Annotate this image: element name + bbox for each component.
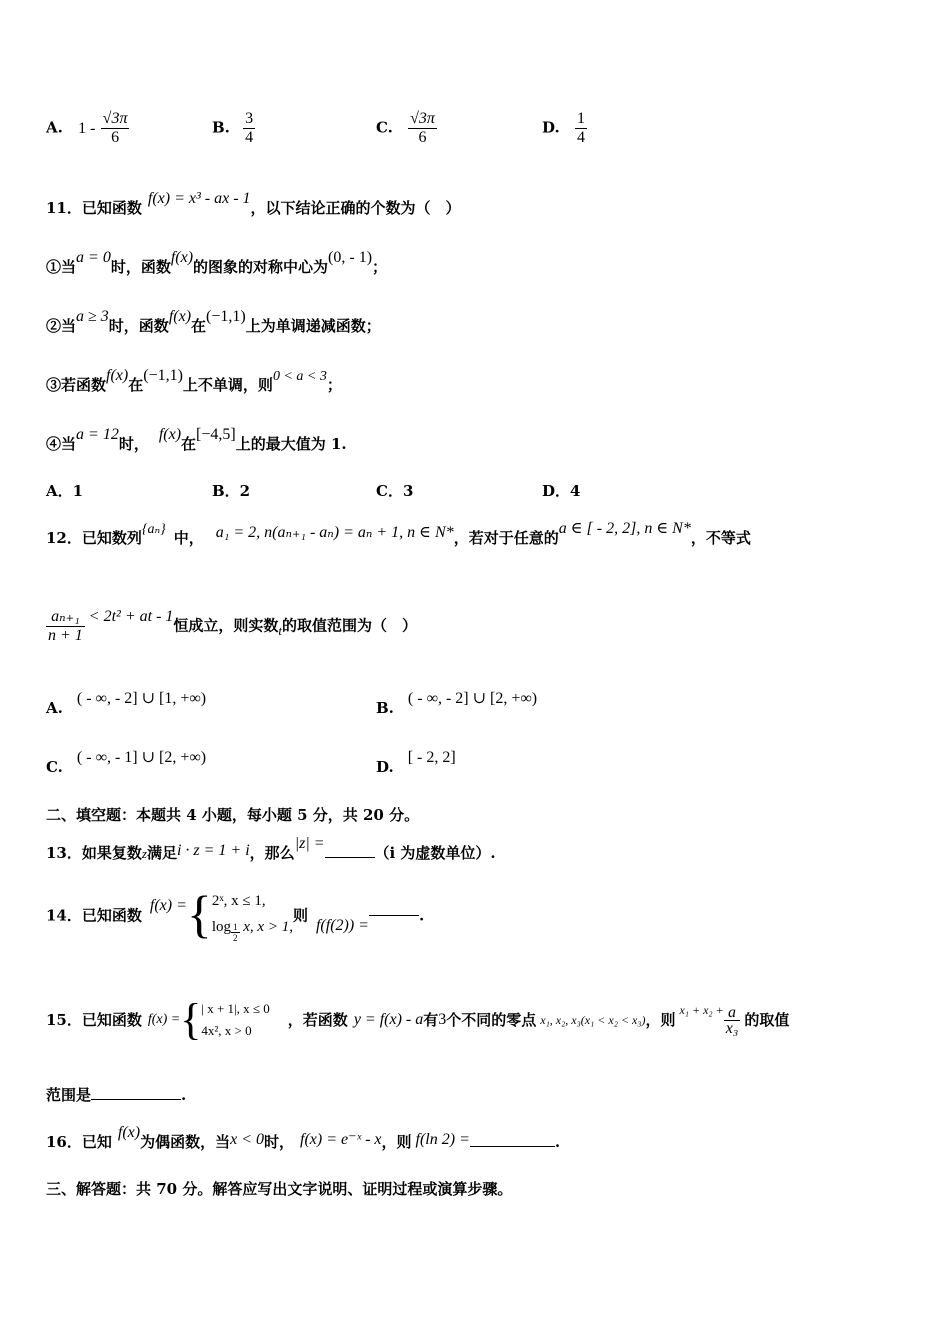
q15-case1: | x + 1|, x ≤ 0 <box>201 1001 270 1016</box>
q10-a-den: 6 <box>111 129 120 146</box>
q13-m3: |z| = <box>294 835 325 852</box>
q11-s3-m3: 0 < a < 3 <box>272 369 327 384</box>
q11-s2-m2: f(x) <box>168 308 192 325</box>
q12-t3: ，不等式 <box>690 529 751 547</box>
q13-t3: （i 为虚数单位）. <box>374 844 496 862</box>
q14-log-base <box>231 922 240 943</box>
q12-option-d <box>376 747 456 776</box>
q10-option-b <box>212 110 255 147</box>
q12-d-label: D. <box>376 758 394 776</box>
q16-pre: 16．已知 <box>46 1133 112 1151</box>
q12-frac-num: aₙ₊₁ <box>46 608 85 627</box>
q14-end: . <box>418 906 425 925</box>
q11-s3-t3: ； <box>326 376 342 394</box>
q12-t2: ，若对于任意的 <box>453 529 559 547</box>
q10-option-a-prefix: 1 - <box>78 119 96 137</box>
q10-a-num: √3π <box>102 110 128 127</box>
q15-t1: ，若函数 <box>287 1011 348 1029</box>
q10-options <box>46 110 129 147</box>
q16-t1: 为偶函数，当 <box>140 1133 231 1151</box>
q12-a-label: A. <box>46 699 63 717</box>
q12-b-label: B. <box>376 699 394 717</box>
q11-s2-m1: a ≥ 3 <box>76 308 109 325</box>
q10-option-d-fraction <box>575 110 587 147</box>
q11-option-a: A．1 <box>46 482 84 500</box>
q11-s4-t1: 时， <box>118 435 149 453</box>
q11-option-c: C．3 <box>376 482 414 500</box>
q15-fraction <box>724 1005 741 1036</box>
q11-option-d: D．4 <box>542 482 581 500</box>
q14-case1: 2ˣ, x ≤ 1, <box>211 893 266 909</box>
q11-s3-m2: (−1,1) <box>143 367 183 384</box>
q13-m2: i · z = 1 + i <box>176 842 250 859</box>
q11-statement-2 <box>46 308 381 337</box>
q12-fraction <box>46 608 85 645</box>
q11-stem <box>46 190 461 219</box>
q11-s1-t2: 的图象的对称中心为 <box>193 258 329 276</box>
q11-s2-t3: 上为单调递减函数； <box>245 317 381 335</box>
q14-pre: 14．已知函数 <box>46 906 142 925</box>
q15-m4: x₁ + x₂ + <box>679 1003 724 1017</box>
q10-option-c-label: C. <box>376 118 393 137</box>
q10-option-d-label: D. <box>542 118 560 137</box>
q12-c-label: C. <box>46 758 63 776</box>
q11-s1-m2: f(x) <box>170 249 194 266</box>
q14-case2 <box>212 914 293 943</box>
q11-s2-pre: ②当 <box>46 317 77 335</box>
q16 <box>46 1124 561 1153</box>
q11-s1-t3: ； <box>372 258 388 276</box>
q10-option-b-fraction <box>243 110 255 147</box>
q11-stem-math: f(x) = x³ - ax - 1 <box>147 190 251 207</box>
q11-s3-t2: 上不单调，则 <box>182 376 273 394</box>
q15-m2: 3 <box>438 1011 447 1028</box>
q16-end: . <box>554 1133 561 1151</box>
q14-then: 则 <box>292 906 308 925</box>
q12-var: t <box>278 622 283 638</box>
q11-s3-t1: 在 <box>128 376 144 394</box>
q12-d-val: [ - 2, 2] <box>407 749 456 766</box>
q11-stem-post: ，以下结论正确的个数为（ ） <box>250 199 461 217</box>
q10-d-num: 1 <box>576 110 585 127</box>
q12-stem-pre: 12．已知数列 <box>46 529 142 547</box>
q11-s1-m3: (0, - 1) <box>328 249 373 266</box>
q14 <box>46 888 424 943</box>
q12-range: a ∈ [ - 2, 2], n ∈ N* <box>558 520 691 537</box>
q12-ineq: < 2t² + at - 1 <box>88 607 174 625</box>
q15-frac-den: x₃ <box>725 1019 739 1037</box>
q13-m1: z <box>141 846 147 861</box>
q16-m3: f(x) = e⁻ˣ - x <box>300 1131 382 1148</box>
q10-option-c-fraction <box>408 110 437 147</box>
q14-fx: f(x) = <box>149 896 187 914</box>
q14-base-den: 2 <box>233 933 238 943</box>
q11-s1-t1: 时，函数 <box>110 258 171 276</box>
q10-option-d <box>542 110 587 147</box>
q11-s2-m3: (−1,1) <box>206 308 246 325</box>
q11-statement-1 <box>46 249 388 278</box>
q13-pre: 13．如果复数 <box>46 844 142 862</box>
q11-s3-m1: f(x) <box>106 367 129 384</box>
q13-answer-blank[interactable] <box>325 857 375 858</box>
q11-option-b: B．2 <box>212 482 251 500</box>
q15-cases <box>201 998 269 1042</box>
q16-m1: f(x) <box>117 1124 141 1141</box>
q12-option-a <box>46 688 207 717</box>
q15-m3: x₁, x₂, x₃(x₁ < x₂ < x₃) <box>540 1013 646 1027</box>
q15 <box>46 995 790 1044</box>
q15-brace: { <box>180 995 202 1044</box>
q12-t1: 中， <box>173 529 204 547</box>
section-3-heading: 三、解答题：共 70 分。解答应写出文字说明、证明过程或演算步骤。 <box>46 1180 513 1198</box>
q14-cases <box>212 888 293 943</box>
q13-t2: ，那么 <box>249 844 295 862</box>
q10-option-b-label: B. <box>212 118 230 137</box>
q11-statement-4 <box>46 426 347 455</box>
q15-frac-num: a <box>724 1005 741 1021</box>
q15-end: . <box>181 1086 187 1104</box>
q12-frac-den: n + 1 <box>48 627 83 644</box>
q11-statement-3 <box>46 367 342 397</box>
q15-line2 <box>46 1085 186 1105</box>
q14-base-num: 1 <box>233 922 238 932</box>
q10-d-den: 4 <box>576 129 585 146</box>
q16-m2: x < 0 <box>230 1131 264 1148</box>
q16-t3: ，则 <box>381 1133 412 1151</box>
q11-s4-m3: [−4,5] <box>196 426 236 443</box>
q11-s1-m1: a = 0 <box>76 249 111 266</box>
q15-answer-blank[interactable] <box>91 1099 181 1100</box>
q12-c-val: ( - ∞, - 1] ∪ [2, +∞) <box>76 749 207 766</box>
q11-s2-t2: 在 <box>191 317 207 335</box>
q12-stem <box>46 520 751 550</box>
q15-case2: 4x², x > 0 <box>201 1023 252 1038</box>
q15-t3: 个不同的零点 <box>446 1011 537 1029</box>
q11-s4-pre: ④当 <box>46 435 77 453</box>
q15-line2-text: 范围是 <box>46 1086 92 1104</box>
q15-fx: f(x) = <box>147 1012 181 1027</box>
q16-m4: f(ln 2) = <box>415 1131 470 1148</box>
q12-option-b <box>376 688 538 717</box>
q11-s3-pre: ③若函数 <box>46 376 107 394</box>
q14-answer-blank[interactable] <box>369 915 419 916</box>
q16-answer-blank[interactable] <box>470 1146 555 1147</box>
q13 <box>46 835 496 864</box>
q10-c-num: √3π <box>410 110 435 127</box>
q11-stem-pre: 11．已知函数 <box>46 199 142 217</box>
section-2-heading: 二、填空题：本题共 4 小题，每小题 5 分，共 20 分。 <box>46 806 420 824</box>
q12-cond: a₁ = 2, n(aₙ₊₁ - aₙ) = aₙ + 1, n ∈ N* <box>215 524 454 541</box>
q12-seq: {aₙ} <box>141 522 166 537</box>
q11-s2-t1: 时，函数 <box>108 317 169 335</box>
q12-t4: 恒成立，则实数 <box>173 616 279 635</box>
q10-option-a-fraction <box>101 110 130 147</box>
q10-c-den: 6 <box>418 129 427 146</box>
q14-expr: f(f(2)) = <box>315 916 369 934</box>
q11-s4-m2: f(x) <box>158 426 182 443</box>
q15-t2: 有 <box>423 1011 439 1029</box>
q10-b-num: 3 <box>245 110 254 127</box>
q12-option-c <box>46 747 207 776</box>
q10-option-c <box>376 110 437 147</box>
q15-m1: y = f(x) - a <box>353 1011 424 1028</box>
q14-case2-b: x, x > 1, <box>243 919 293 935</box>
q11-s1-pre: ①当 <box>46 258 77 276</box>
q11-s4-m1: a = 12 <box>76 426 119 443</box>
q12-inequality-line <box>46 608 417 645</box>
q11-s4-t2: 在 <box>181 435 197 453</box>
q15-t5: 的取值 <box>744 1011 790 1029</box>
q13-t1: 满足 <box>146 844 177 862</box>
q16-t2: 时， <box>264 1133 295 1151</box>
q15-t4: ，则 <box>645 1011 676 1029</box>
q14-log: log <box>211 919 232 935</box>
q10-b-den: 4 <box>245 129 254 146</box>
q12-b-val: ( - ∞, - 2] ∪ [2, +∞) <box>407 690 538 707</box>
q15-pre: 15．已知函数 <box>46 1011 142 1029</box>
q11-s4-t3: 上的最大值为 1. <box>235 435 347 453</box>
q12-t5: 的取值范围为（ ） <box>282 616 418 635</box>
q14-brace: { <box>186 886 212 944</box>
q12-a-val: ( - ∞, - 2] ∪ [1, +∞) <box>76 690 207 707</box>
q10-option-a-label: A. <box>46 118 63 137</box>
